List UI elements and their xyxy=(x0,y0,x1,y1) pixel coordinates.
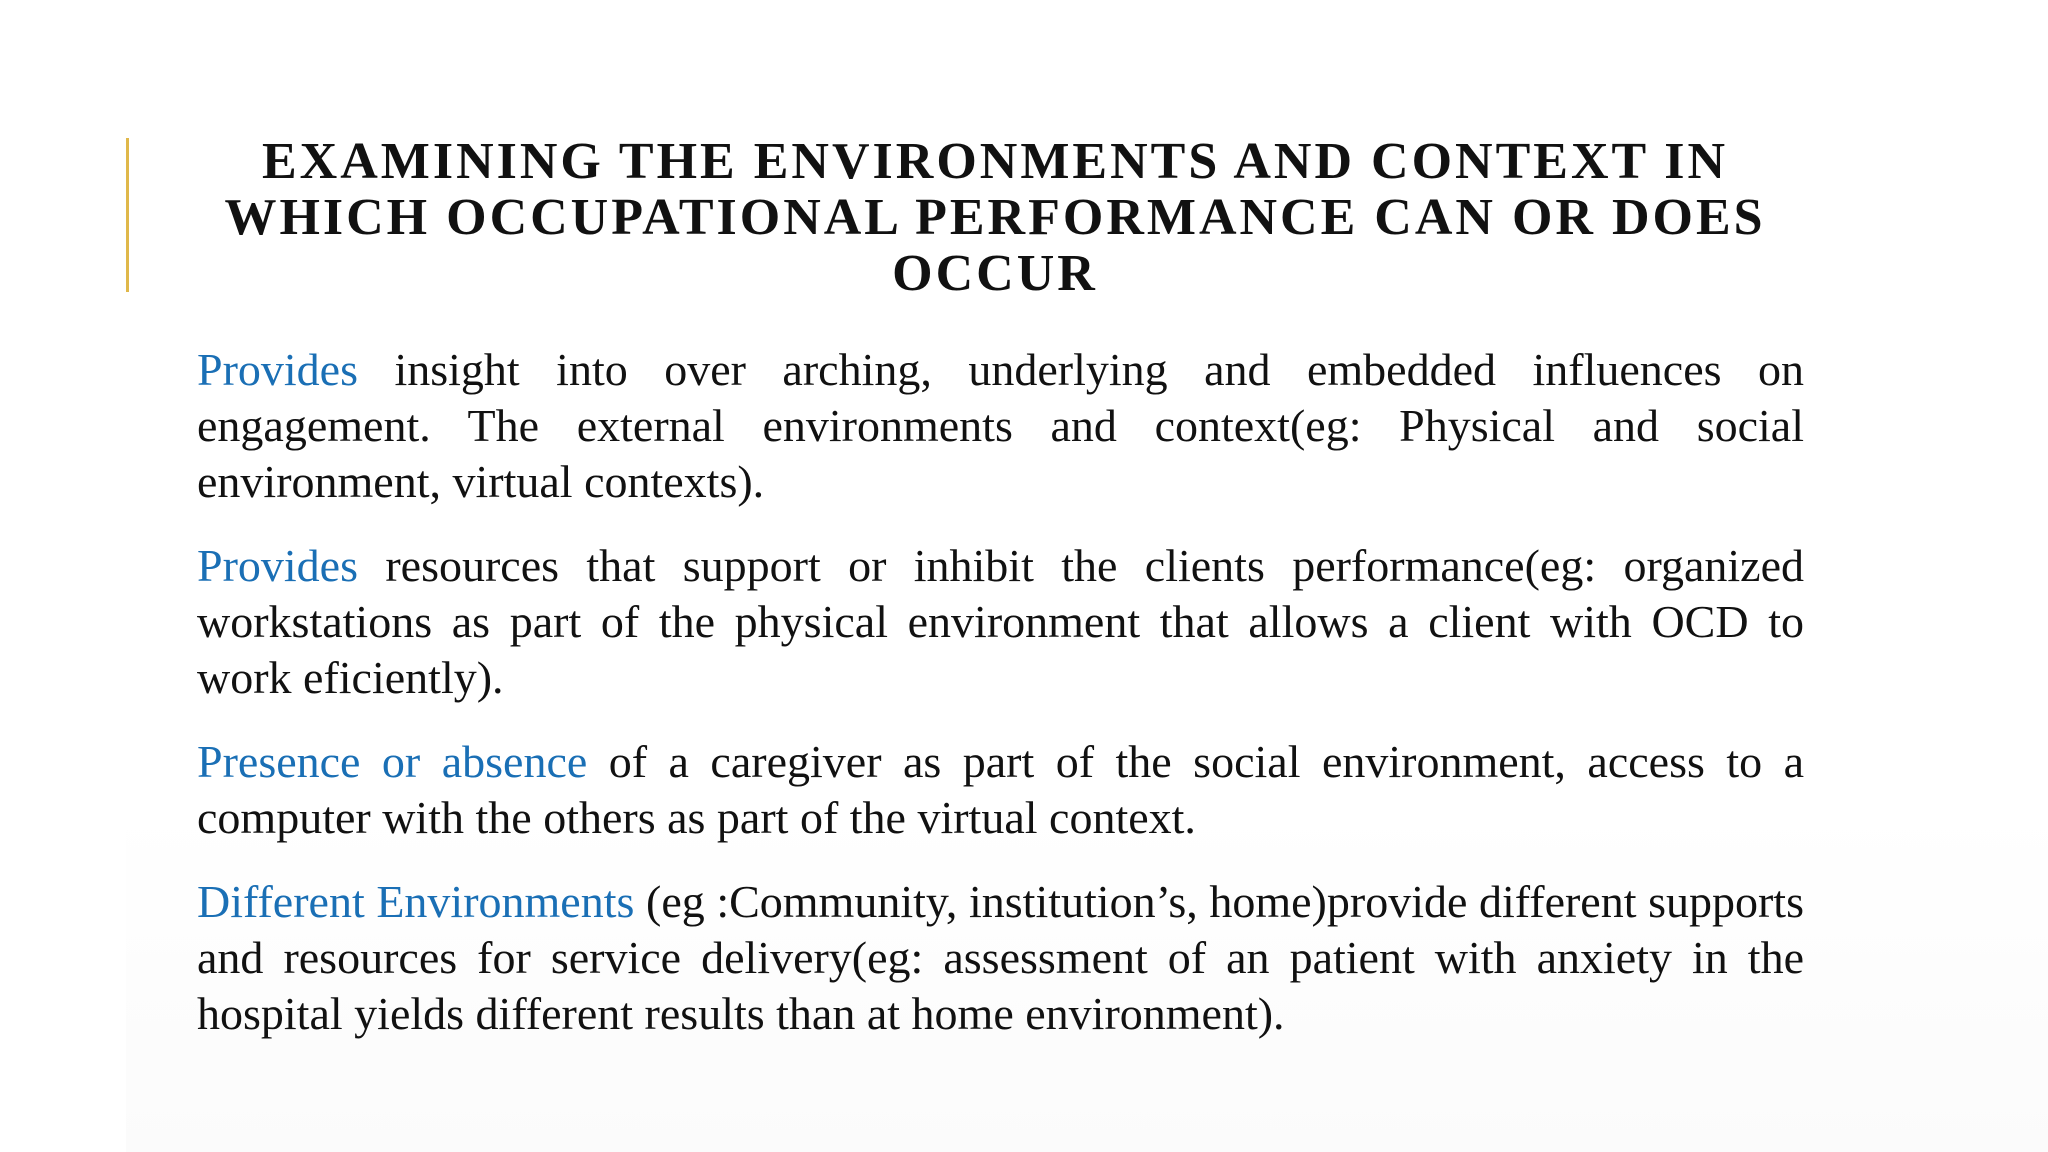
slide-title: EXAMINING THE ENVIRONMENTS AND CONTEXT IN WHICH OCCUPATIONAL PERFORMANCE CAN OR DOES OCCUR xyxy=(224,133,1766,302)
paragraph-4 xyxy=(197,874,1804,1042)
paragraph-3-text: of a caregiver as part of the social environment, access to a computer with the others as part of the virtual context. xyxy=(197,736,1804,843)
slide-body xyxy=(197,342,1804,1070)
paragraph-2-text: resources that support or inhibit the clients performance(eg: organized workstations as part of the physical environment that allows a client with OCD to work eficiently). xyxy=(197,540,1804,703)
paragraph-2-lead: Provides xyxy=(197,540,358,591)
paragraph-1-text: insight into over arching, underlying and embedded influences on engagement. The external environments and context(eg: Physical and social environment, virtual contexts). xyxy=(197,344,1804,507)
paragraph-1-lead: Provides xyxy=(197,344,358,395)
paragraph-3 xyxy=(197,734,1804,846)
title-accent-bar xyxy=(126,138,129,292)
paragraph-4-lead: Different Environments xyxy=(197,876,635,927)
paragraph-4-text: (eg :Community, institution’s, home)provide different supports and resources for service delivery(eg: assessment of an patient with anxiety in the hospital yields different results than at home environment). xyxy=(197,876,1804,1039)
paragraph-3-lead: Presence or absence xyxy=(197,736,588,787)
paragraph-2 xyxy=(197,538,1804,706)
paragraph-1 xyxy=(197,342,1804,510)
